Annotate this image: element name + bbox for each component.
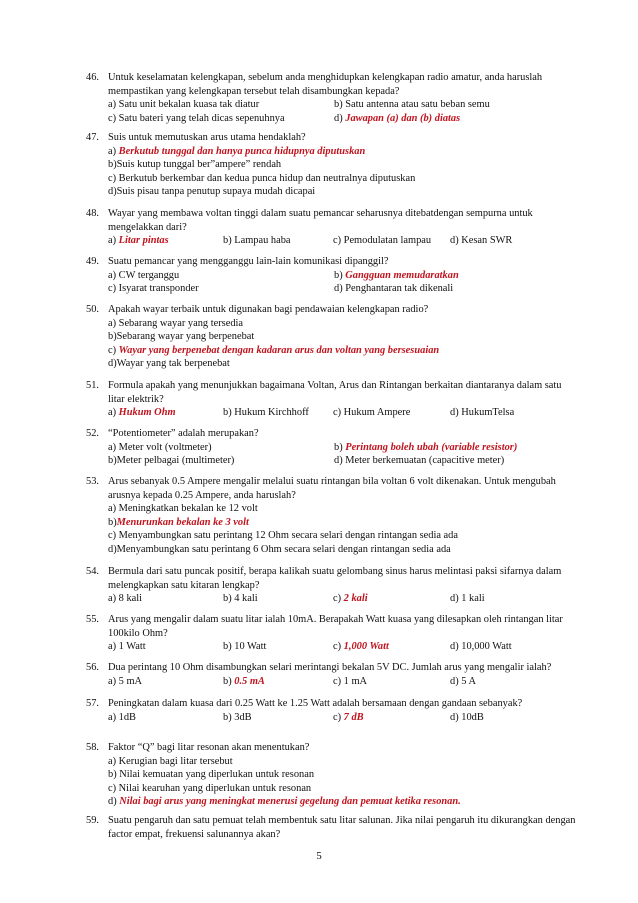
correct-answer-text: Hukum Ohm [118, 407, 176, 419]
answer-option [334, 269, 459, 283]
option-label: d) 10dB [450, 711, 484, 723]
option-row [104, 145, 586, 159]
question-55 [86, 613, 586, 654]
option-label: a) 1 Watt [108, 641, 146, 653]
option-label: a) Satu unit bekalan kuasa tak diatur [108, 99, 260, 111]
question-53 [86, 475, 586, 557]
option-label: d) Kesan SWR [450, 235, 513, 247]
option-label: b) Hukum Kirchhoff [223, 407, 309, 419]
question-number: 56. [86, 662, 99, 673]
question-48 [86, 207, 586, 248]
correct-answer-text: 2 kali [343, 593, 368, 605]
correct-answer-text: Wayar yang berpenebat dengan kadaran arus dan voltan yang bersesuaian [118, 344, 440, 356]
answer-option [108, 441, 212, 455]
option-row [104, 543, 586, 557]
question-text [108, 71, 586, 98]
question-text [108, 565, 586, 592]
question-59 [86, 814, 586, 841]
question-number: 58. [86, 742, 99, 753]
question-text-line: Untuk keselamatan kelengkapan, sebelum anda menghidupkan kelengkapan radio amatur, anda haruslah [108, 72, 543, 83]
answer-option [333, 675, 367, 689]
question-text [108, 207, 586, 234]
option-label: a) CW terganggu [108, 269, 180, 281]
option-label: c) Nilai kearuhan yang diperlukan untuk resonan [108, 782, 312, 794]
correct-answer-text: Jawapan (a) dan (b) diatas [345, 112, 461, 124]
question-text-line: Suatu pemancar yang mengganggu lain-lain komunikasi dipanggil? [108, 256, 389, 267]
question-number: 46. [86, 72, 99, 83]
answer-option [108, 145, 365, 159]
answer-option [108, 529, 458, 543]
answer-option [108, 516, 249, 530]
option-row [104, 344, 586, 358]
option-label: c) Menyambungkan satu perintang 12 Ohm secara selari dengan rintangan sedia ada [108, 530, 458, 542]
question-text-line: factor empat, frekuensi salunannya akan? [108, 828, 281, 840]
question-text-line: Formula apakah yang menunjukkan bagaimana Voltan, Arus dan Rintangan berkaitan diantaranya dalam satu [108, 380, 562, 391]
option-label: b) [334, 441, 346, 453]
answer-option [108, 454, 234, 468]
option-label: a) 8 kali [108, 593, 143, 605]
option-row [104, 640, 586, 654]
question-text-line: Suatu pengaruh dan satu pemuat telah membentuk satu litar salunan. Jika nilai pengaruh itu dikurangkan dengan [108, 815, 576, 826]
question-number: 54. [86, 566, 99, 577]
option-row [104, 112, 586, 126]
correct-answer-text: Perintang boleh ubah (variable resistor) [345, 441, 518, 453]
question-52 [86, 427, 586, 468]
option-label: b)Sebarang wayar yang berpenebat [108, 331, 255, 343]
option-row [104, 330, 586, 344]
question-text [108, 661, 586, 675]
answer-option [108, 675, 142, 689]
question-text-line: Apakah wayar terbaik untuk digunakan bagi pendawaian kelengkapan radio? [108, 304, 429, 315]
question-text [108, 131, 586, 145]
option-label: b) [334, 269, 346, 281]
question-text-line: mempastikan yang kelengkapan tersebut telah disambungkan kepada? [108, 85, 400, 97]
question-text [108, 741, 586, 755]
answer-option [108, 782, 311, 796]
question-text-line: Peningkatan dalam kuasa dari 0.25 Watt ke 1.25 Watt adalah bersamaan dengan gandaan sebanyak? [108, 698, 523, 709]
option-label: b)Meter pelbagai (multimeter) [108, 455, 235, 467]
answer-option [108, 158, 281, 172]
option-label: c) Pemodulatan lampau [333, 235, 432, 247]
option-label: b) Nilai kemuatan yang diperlukan untuk resonan [108, 769, 315, 781]
question-51 [86, 379, 586, 420]
option-row [104, 282, 586, 296]
answer-option [108, 98, 259, 112]
correct-answer-text: 1,000 Watt [343, 641, 389, 653]
option-label: d) Meter berkemuatan (capacitive meter) [334, 455, 505, 467]
answer-option [108, 640, 146, 654]
answer-option [450, 711, 484, 725]
answer-option [108, 502, 258, 516]
question-text-line: arusnya kepada 0.25 Ampere, anda haruslah? [108, 489, 296, 501]
option-row [104, 172, 586, 186]
correct-answer-text: Nilai bagi arus yang meningkat menerusi gegelung dan pemuat ketika resonan. [119, 796, 461, 808]
option-label: c) Satu bateri yang telah dicas sepenuhnya [108, 112, 285, 124]
option-row [104, 98, 586, 112]
option-label: c) [108, 344, 119, 356]
option-label: d)Wayar yang tak berpenebat [108, 358, 230, 370]
option-label: c) Isyarat transponder [108, 283, 199, 295]
option-row [104, 711, 586, 725]
option-row [104, 592, 586, 606]
option-label: b)Suis kutup tunggal ber”ampere” rendah [108, 159, 282, 171]
answer-option [108, 185, 315, 199]
question-number: 48. [86, 208, 99, 219]
option-label: d) 5 A [450, 675, 476, 687]
answer-option [108, 768, 314, 782]
answer-option [333, 406, 410, 420]
option-label: d) 10,000 Watt [450, 641, 512, 653]
answer-option [108, 543, 451, 557]
question-47 [86, 131, 586, 199]
question-text [108, 255, 586, 269]
option-label: d) [334, 112, 346, 124]
option-row [104, 782, 586, 796]
question-number: 53. [86, 476, 99, 487]
question-text-line: 100kilo Ohm? [108, 627, 168, 639]
option-label: c) 1 mA [333, 675, 368, 687]
answer-option [108, 172, 415, 186]
question-number: 59. [86, 815, 99, 826]
question-text-line: melengkapkan satu kitaran lengkap? [108, 579, 260, 591]
option-label: c) [333, 711, 344, 723]
option-row [104, 357, 586, 371]
option-row [104, 441, 586, 455]
option-row [104, 269, 586, 283]
question-number: 49. [86, 256, 99, 267]
option-row [104, 795, 586, 809]
correct-answer-text: Berkutub tunggal dan hanya punca hidupnya diputuskan [118, 145, 366, 157]
answer-option [223, 234, 291, 248]
question-text [108, 814, 586, 841]
option-label: b) 10 Watt [223, 641, 267, 653]
question-text-line: Bermula dari satu puncak positif, berapa kalikah suatu gelombang sinus harus melintasi paksi sifarnya dalam [108, 566, 562, 577]
answer-option [334, 454, 504, 468]
page-number: 5 [316, 850, 322, 862]
answer-option [108, 234, 169, 248]
question-number: 55. [86, 614, 99, 625]
question-text [108, 613, 586, 640]
answer-option [108, 711, 136, 725]
question-46 [86, 71, 586, 125]
answer-option [333, 640, 389, 654]
option-label: c) Hukum Ampere [333, 407, 411, 419]
answer-option [450, 406, 514, 420]
question-54 [86, 565, 586, 606]
question-text-line: “Potentiometer” adalah merupakan? [108, 428, 259, 439]
answer-option [108, 755, 233, 769]
question-text-line: Suis untuk memutuskan arus utama hendaklah? [108, 132, 306, 143]
option-label: d) HukumTelsa [450, 407, 515, 419]
option-row [104, 768, 586, 782]
option-label: b) [223, 675, 235, 687]
question-57 [86, 697, 586, 724]
option-label: d) [108, 796, 120, 808]
answer-option [223, 592, 258, 606]
question-text-line: mengelakkan dari? [108, 221, 187, 233]
option-label: b) Satu antenna atau satu beban semu [334, 99, 490, 111]
answer-option [108, 406, 176, 420]
answer-option [334, 112, 460, 126]
option-label: a) Kerugian bagi litar tersebut [108, 755, 233, 767]
option-label: a) 1dB [108, 711, 136, 723]
option-label: d)Menyambungkan satu perintang 6 Ohm secara selari dengan rintangan sedia ada [108, 543, 451, 555]
option-row [104, 516, 586, 530]
option-row [104, 502, 586, 516]
question-text-line: Wayar yang membawa voltan tinggi dalam suatu pemancar seharusnya ditebatdengan sempurna untuk [108, 208, 533, 219]
option-row [104, 675, 586, 689]
question-number: 47. [86, 132, 99, 143]
question-56 [86, 661, 586, 688]
option-row [104, 755, 586, 769]
option-label: c) [333, 593, 344, 605]
option-label: d)Suis pisau tanpa penutup supaya mudah dicapai [108, 186, 316, 198]
question-text-line: litar elektrik? [108, 393, 164, 405]
answer-option [333, 711, 364, 725]
answer-option [334, 98, 490, 112]
option-label: b) 3dB [223, 711, 252, 723]
option-label: b) 4 kali [223, 593, 258, 605]
option-label: a) Meter volt (voltmeter) [108, 441, 212, 453]
question-number: 52. [86, 428, 99, 439]
option-label: c) Berkutub berkembar dan kedua punca hidup dan neutralnya diputuskan [108, 172, 416, 184]
option-label: a) [108, 235, 119, 247]
correct-answer-text: 7 dB [343, 711, 364, 723]
correct-answer-text: Menurunkan bekalan ke 3 volt [116, 516, 249, 528]
question-50 [86, 303, 586, 371]
option-row [104, 234, 586, 248]
answer-option [450, 640, 512, 654]
option-row [104, 158, 586, 172]
question-text-line: Faktor “Q” bagi litar resonan akan menentukan? [108, 742, 310, 753]
answer-option [108, 269, 179, 283]
question-number: 50. [86, 304, 99, 315]
answer-option [223, 711, 252, 725]
option-label: d) Penghantaran tak dikenali [334, 283, 454, 295]
option-row [104, 406, 586, 420]
question-text [108, 427, 586, 441]
question-49 [86, 255, 586, 296]
question-text [108, 303, 586, 317]
option-row [104, 317, 586, 331]
option-row [104, 185, 586, 199]
answer-option [108, 317, 243, 331]
option-label: a) [108, 145, 119, 157]
answer-option [108, 282, 199, 296]
question-text-line: Arus yang mengalir dalam suatu litar ialah 10mA. Berapakah Watt kuasa yang dilesapkan oleh rintangan litar [108, 614, 563, 625]
answer-option [108, 330, 254, 344]
question-number: 57. [86, 698, 99, 709]
question-text [108, 697, 586, 711]
option-row [104, 529, 586, 543]
option-label: b) [108, 516, 117, 528]
answer-option [333, 592, 368, 606]
option-label: b) Lampau haba [223, 235, 291, 247]
option-label: c) [333, 641, 344, 653]
option-row [104, 454, 586, 468]
question-text-line: Dua perintang 10 Ohm disambungkan selari merintangi bekalan 5V DC. Jumlah arus yang mengalir ialah? [108, 662, 552, 673]
answer-option [450, 675, 476, 689]
answer-option [108, 112, 285, 126]
correct-answer-text: Litar pintas [118, 235, 169, 247]
option-label: a) Sebarang wayar yang tersedia [108, 317, 244, 329]
answer-option [333, 234, 431, 248]
option-label: a) 5 mA [108, 675, 143, 687]
question-text-line: Arus sebanyak 0.5 Ampere mengalir melalui suatu rintangan bila voltan 6 volt dikenakan. Untuk mengubah [108, 476, 556, 487]
option-label: a) [108, 407, 119, 419]
question-58 [86, 741, 586, 809]
answer-option [108, 344, 439, 358]
answer-option [108, 592, 142, 606]
answer-option [334, 441, 517, 455]
answer-option [223, 675, 265, 689]
answer-option [108, 795, 461, 809]
answer-option [450, 234, 512, 248]
option-label: d) 1 kali [450, 593, 485, 605]
question-text [108, 379, 586, 406]
option-label: a) Meningkatkan bekalan ke 12 volt [108, 503, 258, 515]
answer-option [223, 640, 266, 654]
correct-answer-text: 0.5 mA [234, 675, 265, 687]
answer-option [450, 592, 485, 606]
question-number: 51. [86, 380, 99, 391]
question-text [108, 475, 586, 502]
answer-option [223, 406, 309, 420]
answer-option [334, 282, 453, 296]
answer-option [108, 357, 230, 371]
correct-answer-text: Gangguan memudaratkan [345, 269, 459, 281]
